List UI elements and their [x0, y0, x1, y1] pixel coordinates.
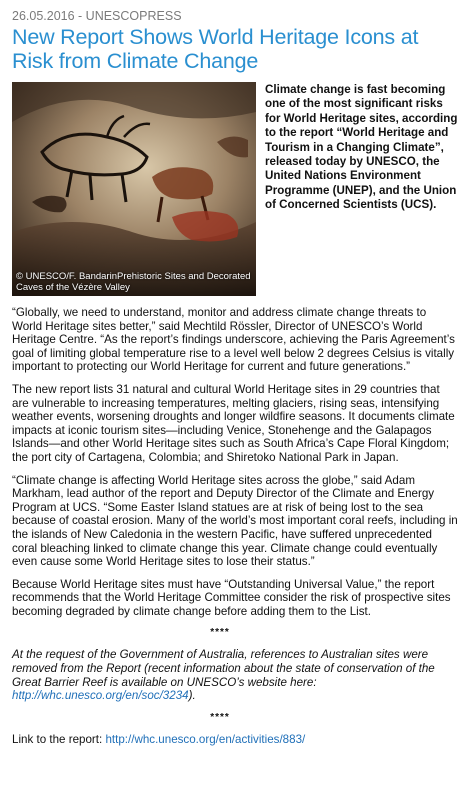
image-caption: © UNESCO/F. BandarinPrehistoric Sites and Decorated Caves of the Vézère Valley [16, 271, 251, 293]
separator-2: **** [210, 711, 230, 723]
cave-painting-illustration [12, 82, 256, 296]
separator: **** [210, 627, 230, 639]
soc-link[interactable]: http://whc.unesco.org/en/soc/3234 [12, 689, 189, 703]
cave-painting-photo [12, 82, 256, 296]
dateline: 26.05.2016 - UNESCOPRESS [12, 9, 182, 23]
note-text: At the request of the Government of Australia, references to Australian sites were removed from the Report (recent information about the state of conservation of the Great Barrier Reef is available on UNESCO’s website here: [12, 648, 435, 689]
australia-note [12, 648, 458, 702]
lead-section [12, 82, 458, 296]
report-label: Link to the report: [12, 732, 106, 746]
article-title: New Report Shows World Heritage Icons at Risk from Climate Change [12, 25, 419, 73]
paragraph-1: “Globally, we need to understand, monitor and address climate change threats to World Heritage sites better,” said Mechtild Rössler, Director of UNESCO’s World Heritage Centre. “As the report’s findings underscore, achieving the Paris Agreement’s goal of limiting global temperature rise to a level well below 2 degrees Celsius is vitally important to protecting our World Heritage for current and future generations.” [12, 306, 455, 374]
note-end: ). [188, 689, 196, 703]
paragraph-2: The new report lists 31 natural and cultural World Heritage sites in 29 countries that are vulnerable to increasing temperatures, melting glaciers, rising seas, intensifying weather events, worsening droughts and longer wildfire seasons. It documents climate impacts at iconic tourism sites—including Venice, Stonehenge and the Galapagos Islands—and other World Heritage sites such as South Africa’s Cape Floral Kingdom; the port city of Cartagena, Colombia; and Shiretoko National Park in Japan. [12, 382, 455, 464]
report-link[interactable]: http://whc.unesco.org/en/activities/883/ [105, 732, 306, 746]
lead-paragraph: Climate change is fast becoming one of the most significant risks for World Heritage sites, according to the report “World Heritage and Tourism in a Changing Climate”, released today by UNESCO, the United Nations Environment Programme (UNEP), and the Union of Concerned Scientists (UCS). [265, 83, 458, 212]
paragraph-3: “Climate change is affecting World Heritage sites across the globe,” said Adam Markham, lead author of the report and Deputy Director of the Climate and Energy Program at UCS. “Some Easter Island statues are at risk of being lost to the sea because of coastal erosion. Many of the world’s most important coral reefs, including in the islands of New Caledonia in the western Pacific, have suffered unprecedented coral bleaching linked to climate change this year. Climate change could eventually even cause some World Heritage sites to lose their status.” [12, 473, 458, 569]
report-link-line [12, 733, 458, 747]
paragraph-4: Because World Heritage sites must have “Outstanding Universal Value,” the report recommends that the World Heritage Committee consider the risk of prospective sites becoming degraded by climate change before adding them to the List. [12, 577, 451, 618]
